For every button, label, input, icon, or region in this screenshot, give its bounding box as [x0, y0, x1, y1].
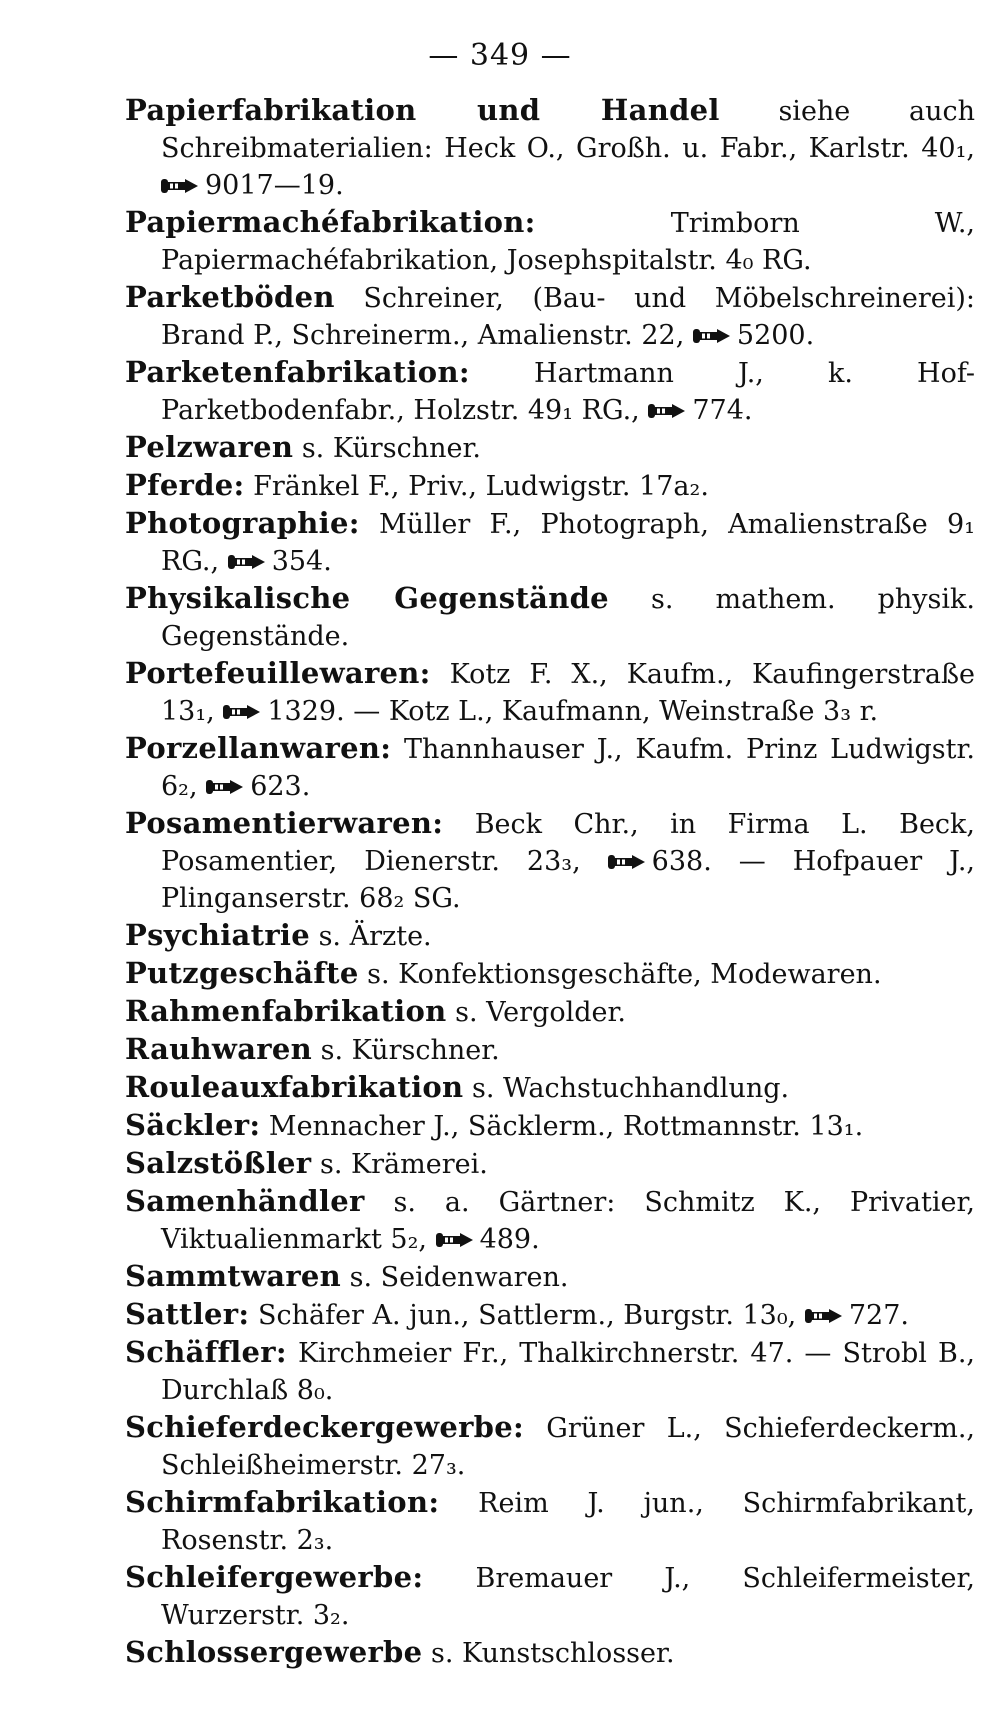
telephone-hand-icon — [608, 852, 646, 872]
entry-photographie — [125, 505, 975, 580]
entry-text: s. Kunstschlosser. — [422, 1638, 675, 1669]
entry-text: Kotz F. X., Kaufm., Kaufingerstraße 13₁, — [161, 659, 975, 727]
page-number: — 349 — — [428, 38, 572, 73]
entry-posamentierwaren — [125, 805, 975, 917]
entry-term: Rauhwaren — [125, 1032, 312, 1066]
entry-sattler — [125, 1296, 975, 1334]
entry-term: Photographie: — [125, 506, 360, 540]
directory-entries — [125, 92, 975, 1672]
entry-text: Schäfer A. jun., Sattlerm., Burgstr. 13₀, — [249, 1300, 797, 1331]
entry-schlossergewerbe — [125, 1634, 975, 1672]
entry-term: Parketböden — [125, 280, 335, 314]
entry-pferde — [125, 467, 975, 505]
entry-rahmenfabrikation — [125, 993, 975, 1031]
entry-phone: 489. — [479, 1224, 540, 1255]
entry-text: Mennacher J., Säcklerm., Rottmannstr. 13₁. — [260, 1111, 864, 1142]
entry-text: Fränkel F., Priv., Ludwigstr. 17a₂. — [244, 471, 709, 502]
telephone-hand-icon — [223, 702, 261, 722]
entry-papiermache — [125, 204, 975, 279]
entry-text: Reim J. jun., Schirmfabrikant, Rosenstr. 2₃. — [161, 1488, 975, 1556]
entry-term: Porzellanwaren: — [125, 731, 392, 765]
entry-term: Pelzwaren — [125, 430, 294, 464]
telephone-hand-icon — [206, 777, 244, 797]
entry-text: Hartmann J., k. Hof-Parketbodenfabr., Holzstr. 49₁ RG., — [161, 358, 975, 426]
entry-term: Rahmenfabrikation — [125, 994, 447, 1028]
entry-physikalische — [125, 580, 975, 655]
telephone-hand-icon — [161, 176, 199, 196]
entry-term: Salzstößler — [125, 1146, 312, 1180]
entry-phone: 5200. — [736, 320, 815, 351]
entry-putzgeschaefte — [125, 955, 975, 993]
entry-term: Portefeuillewaren: — [125, 656, 431, 690]
entry-phone: 623. — [250, 771, 311, 802]
entry-term: Samenhändler — [125, 1184, 365, 1218]
entry-term: Sammtwaren — [125, 1259, 342, 1293]
entry-text: s. Kürschner. — [293, 433, 481, 464]
entry-term: Papiermachéfabrikation: — [125, 205, 536, 239]
entry-text: s. Vergolder. — [446, 997, 626, 1028]
telephone-hand-icon — [805, 1306, 843, 1326]
entry-phone: 1329. — [267, 696, 345, 727]
entry-term: Rouleauxfabrikation — [125, 1070, 464, 1104]
entry-text: s. Krämerei. — [311, 1149, 488, 1180]
entry-term: Physikalische Gegenstände — [125, 581, 609, 615]
entry-rauhwaren — [125, 1031, 975, 1069]
telephone-hand-icon — [648, 401, 686, 421]
entry-phone: 354. — [271, 546, 332, 577]
entry-schaeffler — [125, 1334, 975, 1409]
entry-text: Trimborn W., Papiermachéfabrikation, Josephspitalstr. 4₀ RG. — [161, 208, 975, 276]
entry-sammtwaren — [125, 1258, 975, 1296]
entry-term: Säckler: — [125, 1108, 261, 1142]
entry-text: Kirchmeier Fr., Thalkirchnerstr. 47. — Strobl B., Durchlaß 8₀. — [161, 1338, 975, 1406]
entry-schirmfabrikation — [125, 1484, 975, 1559]
telephone-hand-icon — [693, 326, 731, 346]
entry-text: s. Seidenwaren. — [341, 1262, 569, 1293]
entry-term: Psychiatrie — [125, 918, 310, 952]
entry-pelzwaren — [125, 429, 975, 467]
entry-saeckler — [125, 1107, 975, 1145]
entry-text: Bremauer J., Schleifermeister, Wurzerstr. 3₂. — [161, 1563, 975, 1631]
entry-text-after: — Hofpauer J., Plinganserstr. 68₂ SG. — [161, 846, 975, 914]
entry-phone: 9017—19. — [205, 170, 344, 201]
entry-salzstoessler — [125, 1145, 975, 1183]
entry-text: s. Wachstuchhandlung. — [463, 1073, 790, 1104]
entry-text: s. Kürschner. — [312, 1035, 500, 1066]
entry-term: Schieferdeckergewerbe: — [125, 1410, 525, 1444]
entry-term: Schäffler: — [125, 1335, 287, 1369]
entry-term: Putzgeschäfte — [125, 956, 359, 990]
entry-term: Posamentierwaren: — [125, 806, 444, 840]
entry-phone: 638. — [651, 846, 712, 877]
entry-rouleauxfabrikation — [125, 1069, 975, 1107]
entry-term: Pferde: — [125, 468, 245, 502]
entry-phone: 727. — [848, 1300, 909, 1331]
entry-samenhaendler — [125, 1183, 975, 1258]
entry-text: Beck Chr., in Firma L. Beck, Posamentier, Dienerstr. 23₃, — [161, 809, 975, 877]
entry-text: siehe auch Schreibmaterialien: Heck O., Großh. u. Fabr., Karlstr. 40₁, — [161, 96, 975, 164]
entry-text: s. Ärzte. — [309, 921, 432, 952]
entry-text: Thannhauser J., Kaufm. Prinz Ludwigstr. 6₂, — [161, 734, 975, 802]
entry-parketboeden — [125, 279, 975, 354]
entry-schleifergewerbe — [125, 1559, 975, 1634]
entry-text: Müller F., Photograph, Amalienstraße 9₁ RG., — [161, 509, 975, 577]
entry-text: Schreiner, (Bau- und Möbelschreinerei): Brand P., Schreinerm., Amalienstr. 22, — [161, 283, 975, 351]
entry-psychiatrie — [125, 917, 975, 955]
telephone-hand-icon — [436, 1230, 474, 1250]
entry-term: Schleifergewerbe: — [125, 1560, 424, 1594]
telephone-hand-icon — [228, 552, 266, 572]
entry-term: Schlossergewerbe — [125, 1635, 423, 1669]
entry-porzellanwaren — [125, 730, 975, 805]
entry-text: s. mathem. physik. Gegenstände. — [161, 584, 975, 652]
entry-parketenfabrikation — [125, 354, 975, 429]
entry-papierfabrikation — [125, 92, 975, 204]
entry-text-after: — Kotz L., Kaufmann, Weinstraße 3₃ r. — [344, 696, 879, 727]
entry-text: s. Konfektionsgeschäfte, Modewaren. — [358, 959, 882, 990]
entry-text: s. a. Gärtner: Schmitz K., Privatier, Viktualienmarkt 5₂, — [161, 1187, 975, 1255]
entry-term: Schirmfabrikation: — [125, 1485, 440, 1519]
entry-term: Parketenfabrikation: — [125, 355, 470, 389]
entry-term: Sattler: — [125, 1297, 250, 1331]
entry-text: Grüner L., Schieferdeckerm., Schleißheimerstr. 27₃. — [161, 1413, 975, 1481]
entry-portefeuillewaren — [125, 655, 975, 730]
entry-schieferdecker — [125, 1409, 975, 1484]
entry-phone: 774. — [692, 395, 753, 426]
entry-term: Papierfabrikation und Handel — [125, 93, 720, 127]
